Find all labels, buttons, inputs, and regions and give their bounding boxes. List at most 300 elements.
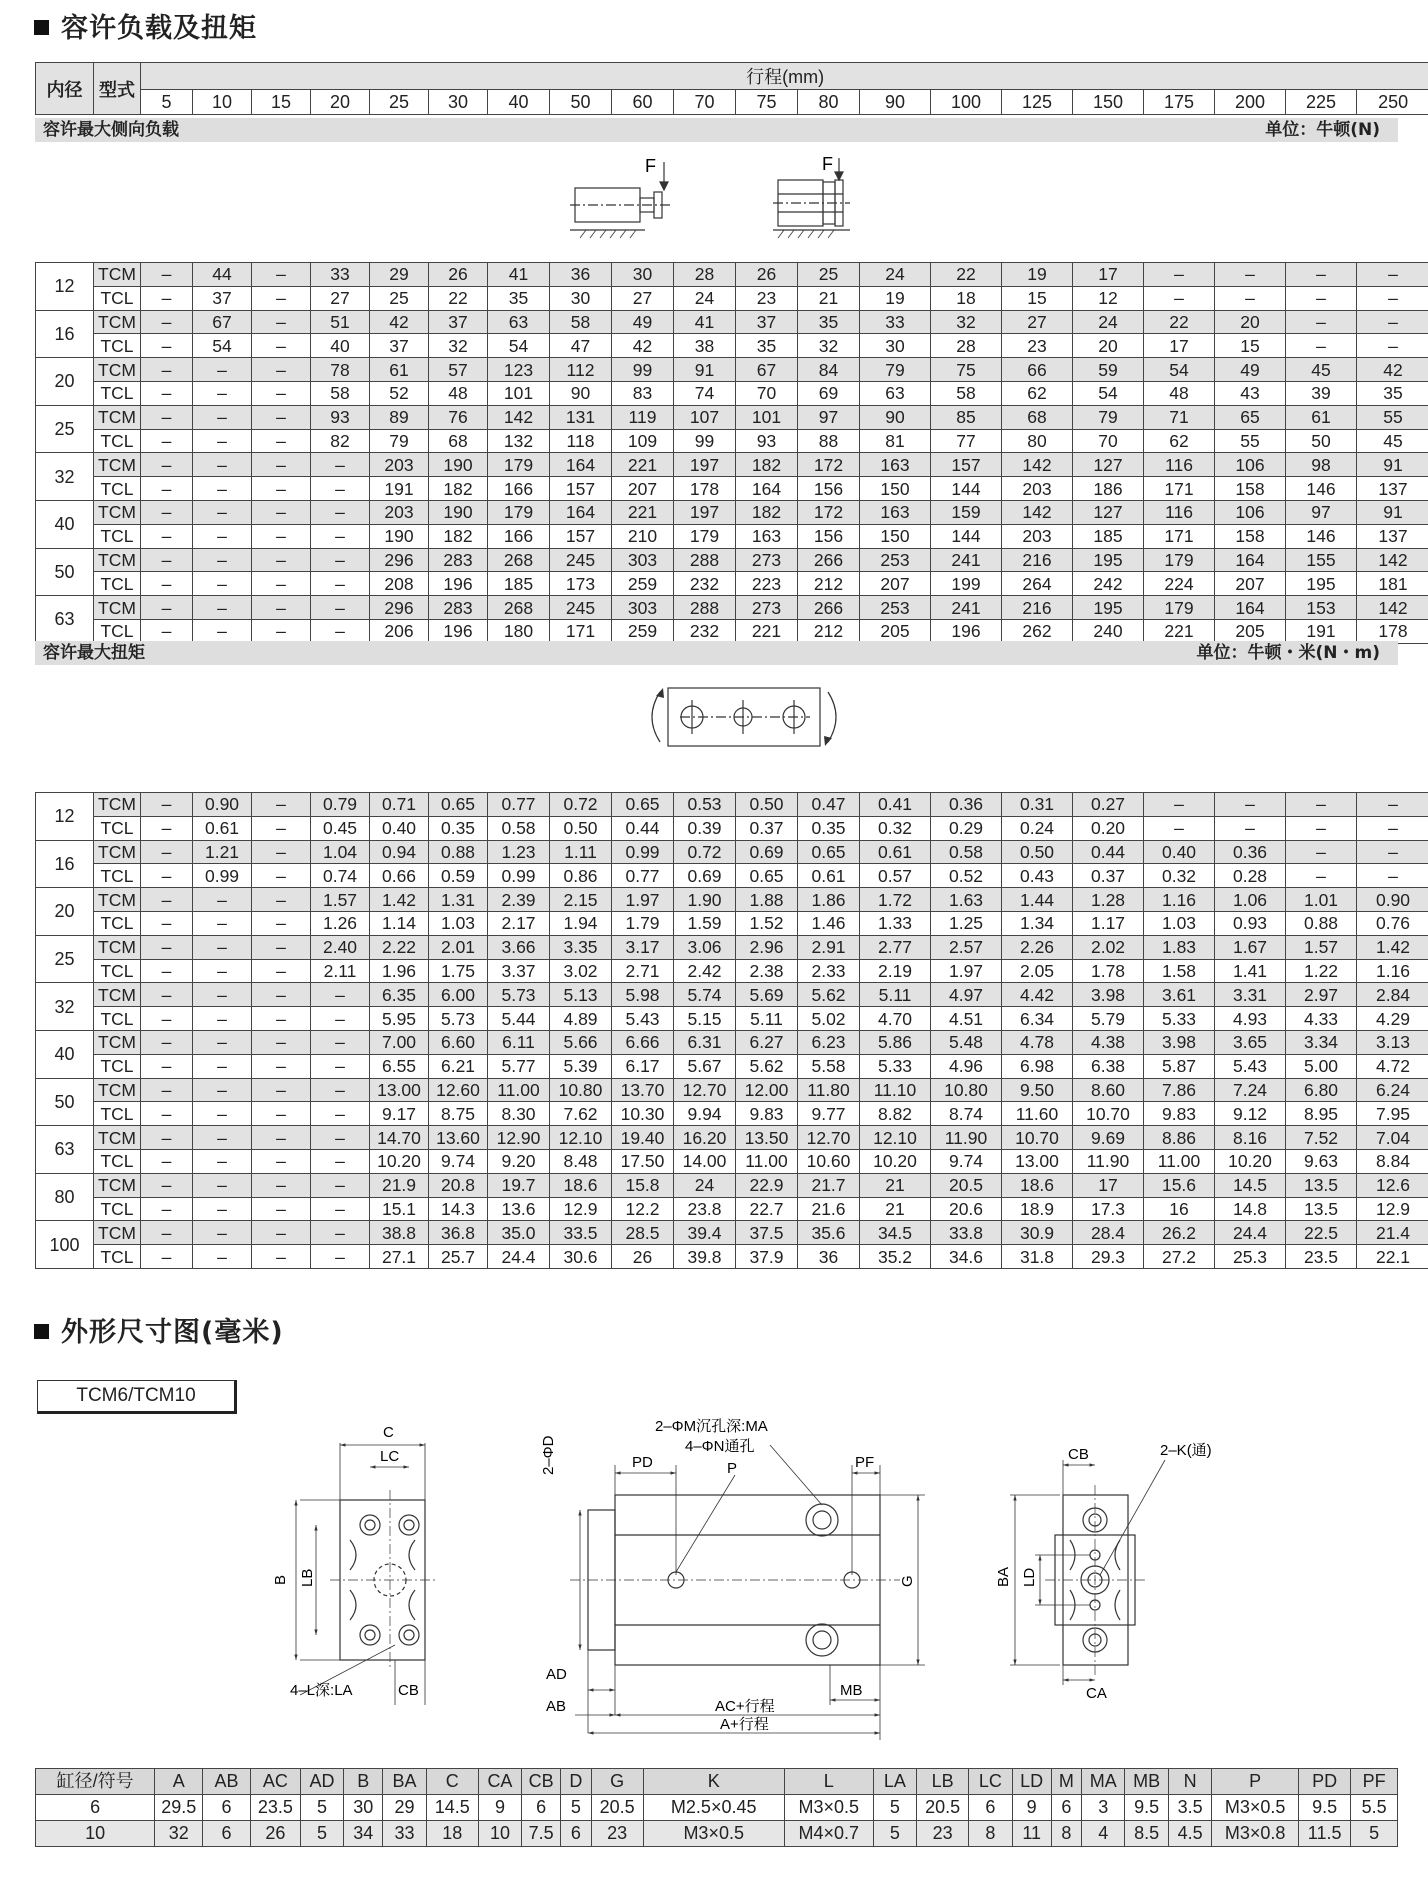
- value-cell: 35.2: [860, 1245, 931, 1269]
- value-cell: 15.8: [612, 1173, 674, 1197]
- value-cell: 2.38: [736, 959, 798, 983]
- value-cell: –: [141, 864, 193, 888]
- value-cell: 10.30: [612, 1102, 674, 1126]
- value-cell: 144: [931, 524, 1002, 548]
- value-cell: –: [311, 500, 370, 524]
- value-cell: 20.8: [429, 1173, 488, 1197]
- value-cell: –: [252, 548, 311, 572]
- type-cell: TCM: [94, 548, 141, 572]
- value-cell: –: [141, 263, 193, 287]
- value-cell: 0.88: [1286, 911, 1357, 935]
- value-cell: 303: [612, 596, 674, 620]
- value-cell: 14.5: [1215, 1173, 1286, 1197]
- value-cell: 39.8: [674, 1245, 736, 1269]
- value-cell: 242: [1073, 572, 1144, 596]
- value-cell: 32: [931, 310, 1002, 334]
- value-cell: –: [193, 888, 252, 912]
- value-cell: 185: [1073, 524, 1144, 548]
- value-cell: 12.70: [798, 1126, 860, 1150]
- value-cell: –: [193, 500, 252, 524]
- value-cell: 224: [1144, 572, 1215, 596]
- force-label-1: F: [645, 156, 656, 176]
- table-row: [36, 840, 1428, 864]
- value-cell: 203: [370, 453, 429, 477]
- value-cell: 4.89: [550, 1007, 612, 1031]
- spec-header-cell: AB: [203, 1769, 251, 1795]
- torque-unit: 单位：牛顿・米(N・m): [1196, 643, 1380, 663]
- value-cell: 26: [429, 263, 488, 287]
- value-cell: 8.74: [931, 1102, 1002, 1126]
- value-cell: 6.17: [612, 1054, 674, 1078]
- value-cell: 11.90: [931, 1126, 1002, 1150]
- value-cell: –: [311, 1221, 370, 1245]
- value-cell: 12.6: [1357, 1173, 1428, 1197]
- value-cell: –: [252, 816, 311, 840]
- value-cell: 0.94: [370, 840, 429, 864]
- value-cell: –: [141, 548, 193, 572]
- value-cell: 55: [1215, 429, 1286, 453]
- value-cell: 216: [1002, 596, 1073, 620]
- value-cell: –: [1286, 864, 1357, 888]
- value-cell: 0.36: [1215, 840, 1286, 864]
- value-cell: 88: [798, 429, 860, 453]
- value-cell: 191: [1286, 619, 1357, 643]
- value-cell: 38: [674, 334, 736, 358]
- spec-header-cell: P: [1212, 1769, 1299, 1795]
- dimension-drawings: [0, 1415, 1428, 1755]
- spec-cell: 23: [591, 1821, 643, 1847]
- value-cell: 8.95: [1286, 1102, 1357, 1126]
- value-cell: 288: [674, 596, 736, 620]
- table-row: [36, 1126, 1428, 1150]
- value-cell: 107: [674, 405, 736, 429]
- value-cell: 1.96: [370, 959, 429, 983]
- value-cell: 164: [550, 453, 612, 477]
- type-cell: TCL: [94, 816, 141, 840]
- value-cell: 98: [1286, 453, 1357, 477]
- value-cell: 1.26: [311, 911, 370, 935]
- value-cell: 0.35: [798, 816, 860, 840]
- value-cell: 106: [1215, 500, 1286, 524]
- spec-cell: 11: [1012, 1821, 1051, 1847]
- value-cell: 1.63: [931, 888, 1002, 912]
- value-cell: –: [252, 1030, 311, 1054]
- type-cell: TCM: [94, 453, 141, 477]
- value-cell: 288: [674, 548, 736, 572]
- value-cell: –: [252, 524, 311, 548]
- value-cell: 0.90: [1357, 888, 1428, 912]
- value-cell: 62: [1002, 381, 1073, 405]
- value-cell: 221: [736, 619, 798, 643]
- value-cell: 1.28: [1073, 888, 1144, 912]
- spec-header-cell: 缸径/符号: [36, 1769, 155, 1795]
- value-cell: 33: [860, 310, 931, 334]
- spec-cell: 8: [1051, 1821, 1081, 1847]
- value-cell: 10.20: [370, 1149, 429, 1173]
- table-row: [36, 1030, 1428, 1054]
- dim-ld: LD: [1021, 1567, 1038, 1587]
- value-cell: –: [193, 935, 252, 959]
- value-cell: 2.84: [1357, 983, 1428, 1007]
- bore-cell: 16: [36, 310, 94, 358]
- value-cell: 29.3: [1073, 1245, 1144, 1269]
- value-cell: –: [141, 935, 193, 959]
- value-cell: 0.29: [931, 816, 1002, 840]
- value-cell: 84: [798, 358, 860, 382]
- stroke-80: 80: [798, 90, 860, 115]
- value-cell: 35.6: [798, 1221, 860, 1245]
- value-cell: 1.86: [798, 888, 860, 912]
- value-cell: 15.1: [370, 1197, 429, 1221]
- value-cell: –: [1357, 816, 1428, 840]
- value-cell: 178: [1357, 619, 1428, 643]
- value-cell: –: [193, 524, 252, 548]
- value-cell: 26.2: [1144, 1221, 1215, 1245]
- value-cell: 119: [612, 405, 674, 429]
- value-cell: 5.13: [550, 983, 612, 1007]
- value-cell: 48: [429, 381, 488, 405]
- table-row: [36, 793, 1428, 817]
- value-cell: –: [1144, 263, 1215, 287]
- value-cell: –: [1215, 263, 1286, 287]
- value-cell: 14.8: [1215, 1197, 1286, 1221]
- value-cell: –: [193, 405, 252, 429]
- value-cell: 273: [736, 548, 798, 572]
- value-cell: 157: [931, 453, 1002, 477]
- value-cell: 5.15: [674, 1007, 736, 1031]
- dim-pd: PD: [632, 1454, 653, 1471]
- spec-cell: 11.5: [1299, 1821, 1351, 1847]
- value-cell: –: [252, 429, 311, 453]
- value-cell: 91: [1357, 500, 1428, 524]
- value-cell: 4.97: [931, 983, 1002, 1007]
- value-cell: 13.00: [1002, 1149, 1073, 1173]
- spec-cell: 6: [969, 1795, 1012, 1821]
- value-cell: 24.4: [1215, 1221, 1286, 1245]
- spec-cell: 9: [478, 1795, 521, 1821]
- value-cell: –: [193, 911, 252, 935]
- value-cell: 0.45: [311, 816, 370, 840]
- value-cell: 36: [550, 263, 612, 287]
- value-cell: 158: [1215, 477, 1286, 501]
- value-cell: 1.78: [1073, 959, 1144, 983]
- spec-header-cell: CA: [478, 1769, 521, 1795]
- type-cell: TCL: [94, 1149, 141, 1173]
- stroke-125: 125: [1002, 90, 1073, 115]
- type-cell: TCL: [94, 911, 141, 935]
- value-cell: 0.76: [1357, 911, 1428, 935]
- value-cell: 268: [488, 548, 550, 572]
- type-cell: TCM: [94, 263, 141, 287]
- value-cell: 142: [488, 405, 550, 429]
- value-cell: 77: [931, 429, 1002, 453]
- value-cell: 207: [860, 572, 931, 596]
- value-cell: 76: [429, 405, 488, 429]
- value-cell: 221: [612, 453, 674, 477]
- value-cell: 21.6: [798, 1197, 860, 1221]
- value-cell: –: [252, 477, 311, 501]
- value-cell: 164: [1215, 596, 1286, 620]
- spec-cell: 4: [1082, 1821, 1125, 1847]
- value-cell: 54: [1073, 381, 1144, 405]
- value-cell: 296: [370, 548, 429, 572]
- value-cell: –: [252, 983, 311, 1007]
- value-cell: 37.5: [736, 1221, 798, 1245]
- load-unit: 单位：牛顿(N): [1265, 120, 1380, 140]
- value-cell: 35: [488, 286, 550, 310]
- value-cell: 1.75: [429, 959, 488, 983]
- spec-cell: 32: [155, 1821, 203, 1847]
- spec-cell: 5: [873, 1795, 916, 1821]
- value-cell: 97: [798, 405, 860, 429]
- value-cell: –: [193, 477, 252, 501]
- value-cell: 185: [488, 572, 550, 596]
- value-cell: 68: [1002, 405, 1073, 429]
- value-cell: 5.00: [1286, 1054, 1357, 1078]
- value-cell: 33.8: [931, 1221, 1002, 1245]
- value-cell: 6.80: [1286, 1078, 1357, 1102]
- value-cell: 150: [860, 524, 931, 548]
- spec-cell: 29: [383, 1795, 426, 1821]
- value-cell: 1.16: [1357, 959, 1428, 983]
- value-cell: 5.95: [370, 1007, 429, 1031]
- type-cell: TCL: [94, 619, 141, 643]
- stroke-header-table: [35, 62, 1428, 115]
- value-cell: 58: [550, 310, 612, 334]
- value-cell: 6.23: [798, 1030, 860, 1054]
- value-cell: 1.03: [1144, 911, 1215, 935]
- table-row: [36, 477, 1428, 501]
- value-cell: –: [141, 405, 193, 429]
- bore-cell: 16: [36, 840, 94, 888]
- value-cell: 2.19: [860, 959, 931, 983]
- value-cell: 1.25: [931, 911, 1002, 935]
- value-cell: 28: [931, 334, 1002, 358]
- value-cell: 166: [488, 477, 550, 501]
- value-cell: 79: [860, 358, 931, 382]
- value-cell: 37: [429, 310, 488, 334]
- dim-l-hole: 4–L深:LA: [290, 1682, 353, 1699]
- value-cell: 0.99: [193, 864, 252, 888]
- value-cell: 190: [429, 453, 488, 477]
- value-cell: 171: [1144, 477, 1215, 501]
- value-cell: 20: [1073, 334, 1144, 358]
- value-cell: 23.5: [1286, 1245, 1357, 1269]
- value-cell: 0.31: [1002, 793, 1073, 817]
- type-cell: TCM: [94, 983, 141, 1007]
- value-cell: 212: [798, 619, 860, 643]
- value-cell: 0.86: [550, 864, 612, 888]
- value-cell: 5.02: [798, 1007, 860, 1031]
- value-cell: –: [141, 1054, 193, 1078]
- table-row: [36, 453, 1428, 477]
- value-cell: –: [141, 477, 193, 501]
- value-cell: 82: [311, 429, 370, 453]
- value-cell: –: [252, 381, 311, 405]
- value-cell: 205: [860, 619, 931, 643]
- value-cell: 19.40: [612, 1126, 674, 1150]
- spec-header-cell: A: [155, 1769, 203, 1795]
- table-row: [36, 1245, 1428, 1269]
- value-cell: 241: [931, 548, 1002, 572]
- value-cell: –: [193, 596, 252, 620]
- value-cell: –: [141, 1102, 193, 1126]
- value-cell: 4.51: [931, 1007, 1002, 1031]
- value-cell: 99: [674, 429, 736, 453]
- value-cell: 166: [488, 524, 550, 548]
- bore-cell: 80: [36, 1173, 94, 1221]
- value-cell: 273: [736, 596, 798, 620]
- square-bullet-icon: [34, 1324, 49, 1339]
- value-cell: 157: [550, 477, 612, 501]
- value-cell: 1.97: [612, 888, 674, 912]
- value-cell: –: [311, 1054, 370, 1078]
- value-cell: –: [141, 572, 193, 596]
- value-cell: –: [1286, 263, 1357, 287]
- value-cell: –: [193, 572, 252, 596]
- value-cell: 116: [1144, 453, 1215, 477]
- value-cell: 7.86: [1144, 1078, 1215, 1102]
- value-cell: –: [311, 572, 370, 596]
- value-cell: 163: [860, 500, 931, 524]
- value-cell: 41: [674, 310, 736, 334]
- dim-pf: PF: [855, 1454, 875, 1471]
- value-cell: 10.20: [1215, 1149, 1286, 1173]
- stroke-10: 10: [193, 90, 252, 115]
- value-cell: 26: [736, 263, 798, 287]
- value-cell: 182: [736, 500, 798, 524]
- type-cell: TCL: [94, 864, 141, 888]
- value-cell: –: [193, 1007, 252, 1031]
- stroke-header: 行程(mm): [141, 63, 1428, 90]
- spec-header-cell: PF: [1351, 1769, 1398, 1795]
- value-cell: 24: [1073, 310, 1144, 334]
- value-cell: 0.53: [674, 793, 736, 817]
- value-cell: 112: [550, 358, 612, 382]
- value-cell: 4.72: [1357, 1054, 1428, 1078]
- spec-header-cell: MB: [1125, 1769, 1168, 1795]
- value-cell: –: [193, 381, 252, 405]
- value-cell: 0.39: [674, 816, 736, 840]
- value-cell: 9.74: [429, 1149, 488, 1173]
- value-cell: 0.99: [488, 864, 550, 888]
- spec-header-cell: K: [643, 1769, 784, 1795]
- table-row: [36, 358, 1428, 382]
- value-cell: 3.06: [674, 935, 736, 959]
- stroke-225: 225: [1286, 90, 1357, 115]
- value-cell: 14.3: [429, 1197, 488, 1221]
- value-cell: 1.22: [1286, 959, 1357, 983]
- value-cell: 28: [674, 263, 736, 287]
- value-cell: 1.01: [1286, 888, 1357, 912]
- value-cell: 206: [370, 619, 429, 643]
- value-cell: –: [141, 1007, 193, 1031]
- table-row: [36, 310, 1428, 334]
- value-cell: 3.31: [1215, 983, 1286, 1007]
- value-cell: 25.7: [429, 1245, 488, 1269]
- value-cell: 296: [370, 596, 429, 620]
- value-cell: –: [252, 959, 311, 983]
- value-cell: 13.50: [736, 1126, 798, 1150]
- table-row: [36, 263, 1428, 287]
- value-cell: 0.24: [1002, 816, 1073, 840]
- type-cell: TCM: [94, 310, 141, 334]
- value-cell: 31.8: [1002, 1245, 1073, 1269]
- value-cell: 12.60: [429, 1078, 488, 1102]
- value-cell: –: [311, 1126, 370, 1150]
- value-cell: 5.48: [931, 1030, 1002, 1054]
- value-cell: 127: [1073, 500, 1144, 524]
- value-cell: 5.66: [550, 1030, 612, 1054]
- value-cell: 0.77: [612, 864, 674, 888]
- value-cell: 1.21: [193, 840, 252, 864]
- value-cell: 2.02: [1073, 935, 1144, 959]
- value-cell: 5.86: [860, 1030, 931, 1054]
- type-cell: TCL: [94, 524, 141, 548]
- value-cell: 24: [860, 263, 931, 287]
- value-cell: –: [1144, 816, 1215, 840]
- value-cell: 245: [550, 596, 612, 620]
- value-cell: –: [141, 888, 193, 912]
- value-cell: 3.98: [1144, 1030, 1215, 1054]
- stroke-150: 150: [1073, 90, 1144, 115]
- value-cell: –: [311, 596, 370, 620]
- value-cell: 1.72: [860, 888, 931, 912]
- value-cell: –: [1286, 793, 1357, 817]
- value-cell: 7.24: [1215, 1078, 1286, 1102]
- value-cell: 1.57: [1286, 935, 1357, 959]
- value-cell: –: [193, 1221, 252, 1245]
- value-cell: 155: [1286, 548, 1357, 572]
- value-cell: 3.02: [550, 959, 612, 983]
- value-cell: 4.42: [1002, 983, 1073, 1007]
- table-row: [36, 334, 1428, 358]
- value-cell: 5.11: [736, 1007, 798, 1031]
- value-cell: 1.31: [429, 888, 488, 912]
- value-cell: 259: [612, 572, 674, 596]
- value-cell: 97: [1286, 500, 1357, 524]
- value-cell: –: [1357, 310, 1428, 334]
- value-cell: 71: [1144, 405, 1215, 429]
- value-cell: 9.74: [931, 1149, 1002, 1173]
- value-cell: 62: [1144, 429, 1215, 453]
- value-cell: 8.60: [1073, 1078, 1144, 1102]
- value-cell: 6.35: [370, 983, 429, 1007]
- value-cell: –: [1357, 263, 1428, 287]
- spec-header-cell: MA: [1082, 1769, 1125, 1795]
- value-cell: 20.5: [931, 1173, 1002, 1197]
- value-cell: 179: [1144, 548, 1215, 572]
- spec-header-cell: LD: [1012, 1769, 1051, 1795]
- spec-cell: 7.5: [522, 1821, 561, 1847]
- value-cell: 37: [193, 286, 252, 310]
- value-cell: 182: [429, 477, 488, 501]
- value-cell: 4.93: [1215, 1007, 1286, 1031]
- value-cell: 144: [931, 477, 1002, 501]
- value-cell: 1.94: [550, 911, 612, 935]
- value-cell: –: [141, 524, 193, 548]
- value-cell: 10.70: [1073, 1102, 1144, 1126]
- value-cell: –: [141, 358, 193, 382]
- value-cell: 69: [798, 381, 860, 405]
- value-cell: 6.34: [1002, 1007, 1073, 1031]
- table-row: [36, 935, 1428, 959]
- value-cell: 24: [674, 286, 736, 310]
- value-cell: 21: [860, 1173, 931, 1197]
- dim-k: 2–K(通): [1160, 1442, 1212, 1459]
- side-view: [570, 1445, 925, 1740]
- value-cell: 153: [1286, 596, 1357, 620]
